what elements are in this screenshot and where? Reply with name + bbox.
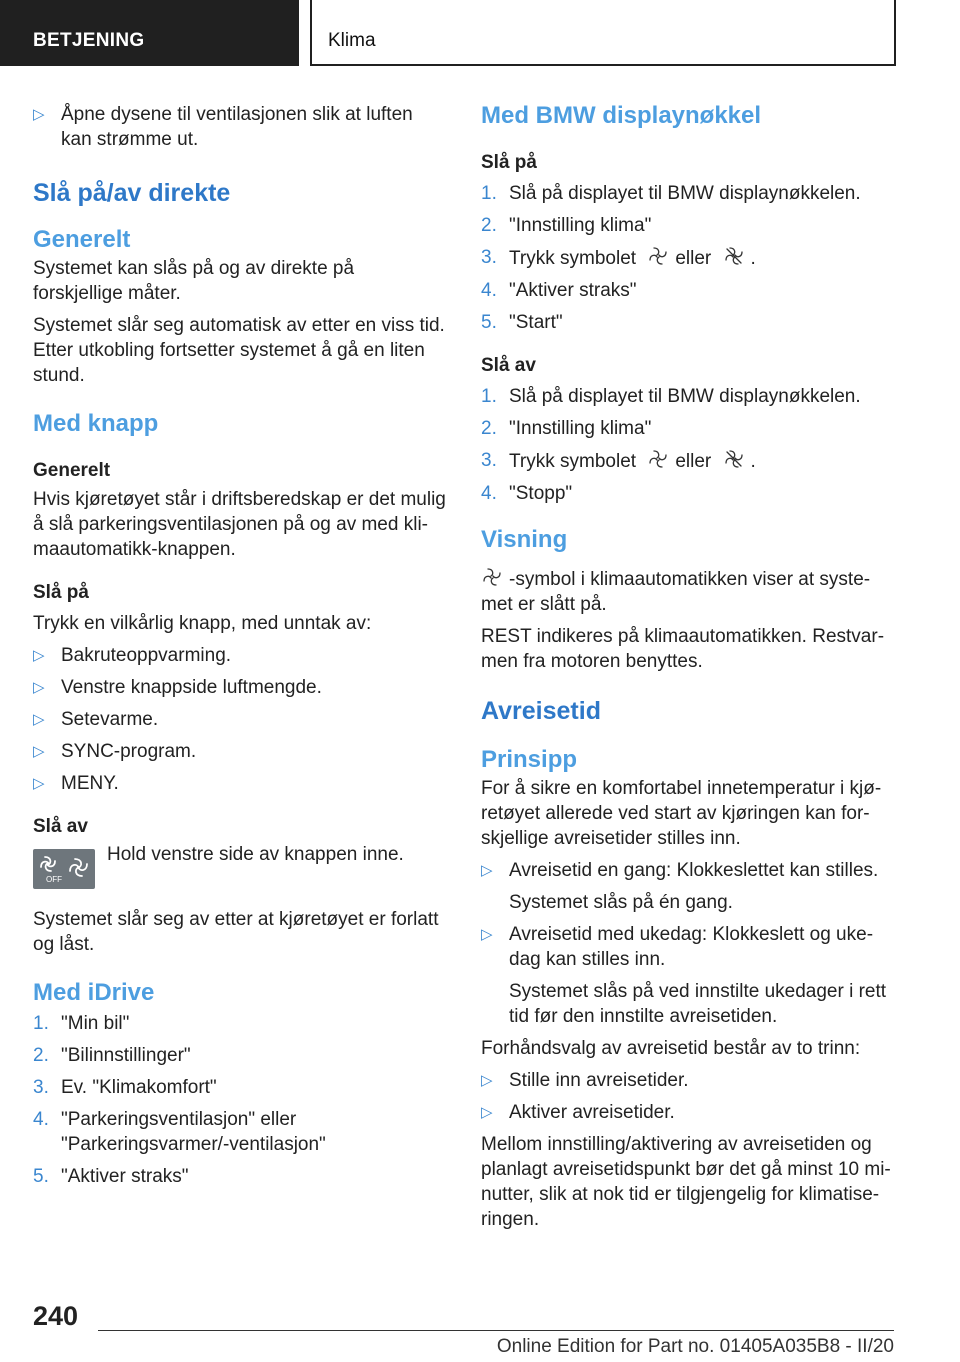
triangle-bullet-icon: ▷ xyxy=(33,647,45,664)
left-column xyxy=(33,102,448,1196)
list-item: 2. "Bilinnstillinger" xyxy=(33,1045,191,1066)
list-item: ▷ Venstre knappside luftmengde. xyxy=(33,677,322,698)
fan-icon xyxy=(481,566,503,588)
subheading-off: Slå av xyxy=(33,816,88,837)
heading-idrive: Med iDrive xyxy=(33,979,155,1006)
list-item: ▷ MENY. xyxy=(33,773,119,794)
chapter-title: Klima xyxy=(328,30,376,51)
climate-off-button-image xyxy=(33,849,95,889)
fan-icon xyxy=(723,448,745,470)
triangle-bullet-icon: ▷ xyxy=(481,1104,493,1121)
list-item: 3. Ev. "Klimakomfort" xyxy=(33,1077,217,1098)
paragraph: REST indikeres på klimaautomatikken. Restvar-men fra motoren benyttes. xyxy=(481,626,885,672)
list-item: 3. Trykk symbolet eller . xyxy=(481,247,756,269)
off-button-label: OFF xyxy=(46,875,62,884)
triangle-bullet-icon: ▷ xyxy=(33,711,45,728)
paragraph: Systemet slår seg av etter at kjøretøyet er forlatt og låst. xyxy=(33,909,439,955)
paragraph: -symbol i klimaautomatikken viser at syste-met er slått på. xyxy=(481,566,896,617)
triangle-bullet-icon: ▷ xyxy=(33,106,45,123)
fan-icon xyxy=(647,448,669,470)
list-item: ▷ Bakruteoppvarming. xyxy=(33,645,232,666)
subheading-general: Generelt xyxy=(33,460,111,481)
triangle-bullet-icon: ▷ xyxy=(33,679,45,696)
list-item: 1. Slå på displayet til BMW displaynøkkelen. xyxy=(481,183,861,204)
list-item: 2. "Innstilling klima" xyxy=(481,215,652,236)
list-item: ▷ Stille inn avreisetider. xyxy=(481,1070,689,1091)
triangle-bullet-icon: ▷ xyxy=(33,743,45,760)
right-column xyxy=(481,102,896,1239)
paragraph: Systemet slår seg automatisk av etter en viss tid. Etter utkobling fortsetter systemet å gå en liten stund. xyxy=(33,315,445,386)
idrive-steps xyxy=(33,1011,448,1189)
fan-icon xyxy=(647,245,669,267)
subheading-on: Slå på xyxy=(481,152,537,173)
key-off-steps xyxy=(481,384,896,506)
fan-off-icon xyxy=(33,849,95,889)
subheading-on: Slå på xyxy=(33,582,89,603)
list-item: ▷ Avreisetid med ukedag: Klokkeslett og uke-dag kan stilles inn. xyxy=(481,924,874,970)
list-item: 5. "Start" xyxy=(481,312,563,333)
paragraph: For å sikre en komfortabel innetemperatur i kjø-retøyet allerede ved start av kjøringen kan for-skjellige avreisetider stilles inn. xyxy=(481,778,882,849)
edition-note: Online Edition for Part no. 01405A035B8 - II/20 xyxy=(496,1336,894,1357)
off-instruction xyxy=(33,844,448,907)
heading-general: Generelt xyxy=(33,226,131,253)
chapter-tab xyxy=(310,0,896,66)
list-item: 1. "Min bil" xyxy=(33,1013,130,1034)
list-item: 4. "Parkeringsventilasjon" eller "Parkeringsvarmer/-ventilasjon" xyxy=(33,1109,326,1155)
list-item: 4. "Aktiver straks" xyxy=(481,280,637,301)
list-item: ▷ Aktiver avreisetider. xyxy=(481,1102,675,1123)
list-item: ▷ Avreisetid en gang: Klokkeslettet kan stilles. xyxy=(481,860,879,881)
section-tab xyxy=(0,0,299,66)
section-title: BETJENING xyxy=(33,30,145,51)
footer-divider xyxy=(98,1330,894,1331)
list-item: 3. Trykk symbolet eller . xyxy=(481,450,756,472)
list-item: ▷ Setevarme. xyxy=(33,709,159,730)
heading-display-key: Med BMW displaynøkkel xyxy=(481,102,762,129)
paragraph: Mellom innstilling/aktivering av avreisetiden og planlagt avreisetidspunkt bør det gå minst 10 mi-nutter, slik at nok tid er tilgjengelig for klimatise-ringen. xyxy=(481,1134,891,1230)
heading-direct: Slå på/av direkte xyxy=(33,179,231,207)
page-number: 240 xyxy=(33,1301,79,1331)
triangle-bullet-icon: ▷ xyxy=(481,862,493,879)
paragraph: Trykk en vilkårlig knapp, med unntak av: xyxy=(33,613,372,634)
list-item: 2. "Innstilling klima" xyxy=(481,418,652,439)
paragraph: Forhåndsvalg av avreisetid består av to trinn: xyxy=(481,1038,861,1059)
fan-icon xyxy=(723,245,745,267)
list-item: ▷ Åpne dysene til ventilasjonen slik at luften kan strømme ut. xyxy=(33,104,413,150)
heading-display: Visning xyxy=(481,526,568,553)
triangle-bullet-icon: ▷ xyxy=(481,1072,493,1089)
list-item: ▷ SYNC-program. xyxy=(33,741,197,762)
heading-departure: Avreisetid xyxy=(481,697,601,725)
triangle-bullet-icon: ▷ xyxy=(33,775,45,792)
list-item: 5. "Aktiver straks" xyxy=(33,1166,189,1187)
heading-button: Med knapp xyxy=(33,410,159,437)
on-exceptions-list xyxy=(33,643,448,796)
paragraph: Systemet kan slås på og av direkte på forskjellige måter. xyxy=(33,258,355,304)
list-item: 1. Slå på displayet til BMW displaynøkkelen. xyxy=(481,386,861,407)
list-item-continuation: Systemet slås på ved innstilte ukedager i rett tid før den innstilte avreisetiden. xyxy=(509,981,887,1027)
subheading-off: Slå av xyxy=(481,355,536,376)
heading-principle: Prinsipp xyxy=(481,746,578,773)
off-text: Hold venstre side av knappen inne. xyxy=(107,844,404,865)
paragraph: Hvis kjøretøyet står i driftsberedskap er det mulig å slå parkeringsventilasjonen på og av med kli-maautomatikk-knappen. xyxy=(33,489,446,560)
list-item-continuation: Systemet slås på én gang. xyxy=(509,892,733,913)
key-on-steps xyxy=(481,181,896,335)
list-item: 4. "Stopp" xyxy=(481,483,573,504)
triangle-bullet-icon: ▷ xyxy=(481,926,493,943)
